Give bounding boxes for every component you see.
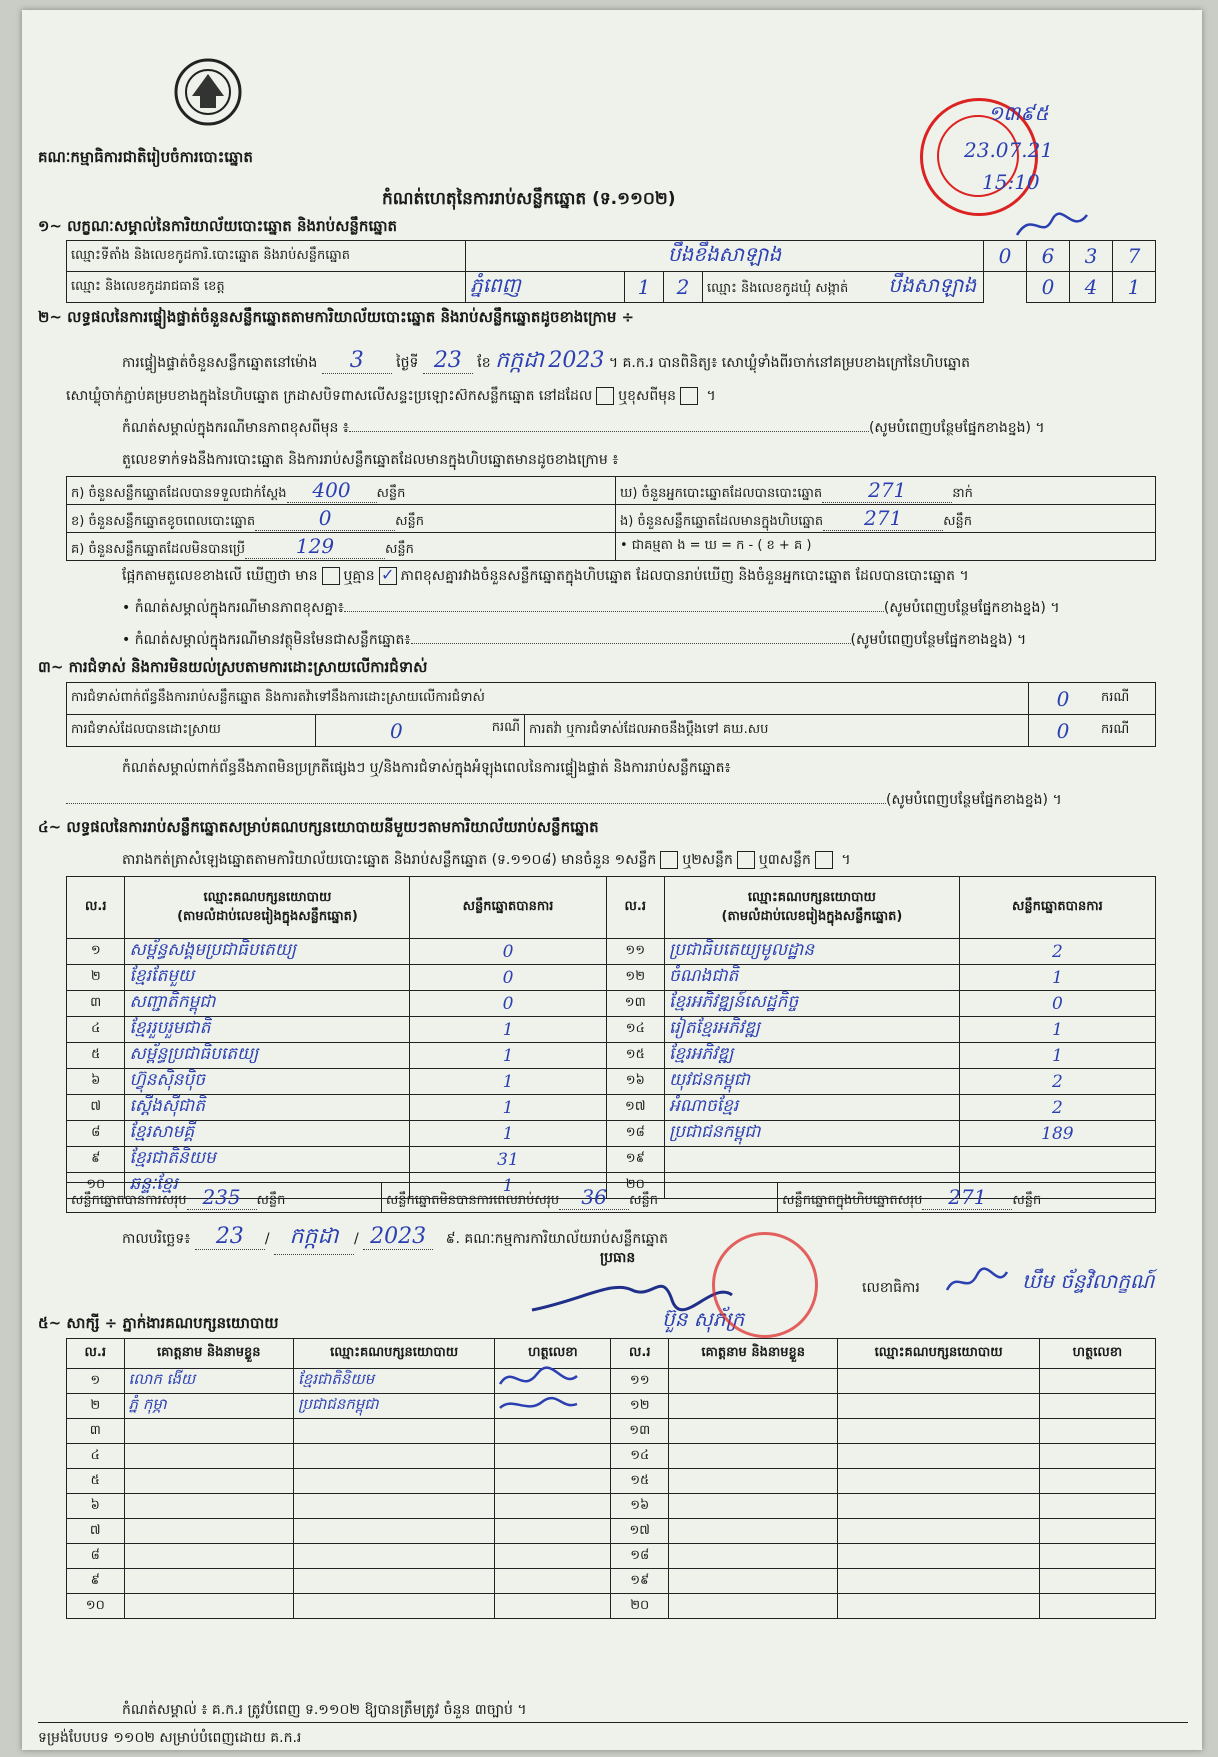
unit: សន្លឹក [943, 513, 973, 529]
witness-no: ១៩ [611, 1569, 669, 1594]
unit: ករណី [1097, 683, 1156, 715]
witness-no: ១៥ [611, 1469, 669, 1494]
results-table [66, 876, 1156, 1199]
witness-signature [495, 1444, 611, 1469]
witness-signature [495, 1594, 611, 1619]
party-name: សម្ព័ន្ធប្រជាធិបតេយ្យ [125, 1043, 410, 1069]
witness-party [838, 1544, 1039, 1569]
objection-value: 0 [1029, 683, 1098, 715]
location-label: ឈ្មោះទីតាំង និងលេខកូដការិ.បោះឆ្នោត និងរាប់សន្លឹកឆ្នោត [67, 241, 466, 272]
objection-label: ការជំទាស់ពាក់ព័ន្ធនឹងការរាប់សន្លឹកឆ្នោត និងការតវ៉ាទៅនឹងការដោះស្រាយលើការជំទាស់ [67, 683, 1029, 715]
irregularity-note: កំណត់សម្គាល់ពាក់ព័ន្ធនឹងភាពមិនប្រក្រតីផ្សេងៗ ឬ/និងការជំទាស់ក្នុងអំឡុងពេលនៃការផ្ទៀងផ្ទាត់ និងការរាប់សន្លឹកឆ្នោត៖ [122, 760, 731, 776]
result-row [67, 1147, 1156, 1173]
province-value: ភ្នំពេញ [466, 272, 625, 303]
witness-name: លោក ងើយ [124, 1369, 293, 1394]
section2-heading: ២~ លទ្ធផលនៃការផ្ទៀងផ្ទាត់ចំនួនសន្លឹកឆ្នោតតាមការិយាល័យបោះឆ្នោត និងរាប់សន្លឹកឆ្នោតដូចខាងក្រោម ÷ [38, 308, 635, 326]
party-votes: 1 [410, 1069, 606, 1095]
resolved-label: ការជំទាស់ដែលបានដោះស្រាយ [67, 715, 316, 747]
total-box-value: 271 [948, 1184, 987, 1209]
tally-sheets-text: ឬ៣សន្លឹក [758, 852, 811, 868]
witness-signature [1039, 1569, 1155, 1594]
figure-label: ឃ) ចំនួនអ្នកបោះឆ្នោតដែលបានបោះឆ្នោត [620, 485, 823, 501]
tally-sheets-text: តារាងកត់ត្រាសំឡេងឆ្នោតតាមការិយាល័យបោះឆ្នោត និងរាប់សន្លឹកឆ្នោត (ទ.១១០៨) មានចំនួន ១សន្លឹក [122, 852, 657, 868]
objection-table [66, 682, 1156, 747]
date-label: កាលបរិច្ឆេទ៖ [122, 1231, 191, 1247]
received-value: 400 [312, 477, 351, 502]
witness-no: ១ [67, 1369, 125, 1394]
note-fill: (សូមបំពេញបន្ថែមផ្នែកខាងខ្នង) ។ [883, 600, 1060, 616]
col-name: គោត្តនាម និងនាមខ្លួន [669, 1339, 838, 1369]
same-checkbox[interactable] [596, 387, 614, 405]
witness-party [293, 1444, 494, 1469]
witness-signature [495, 1469, 611, 1494]
verify-hour: 3 [349, 348, 364, 373]
witness-no: ៦ [67, 1494, 125, 1519]
witness-name [124, 1544, 293, 1569]
witness-signature [1039, 1594, 1155, 1619]
unit: សន្លឹក [376, 485, 406, 501]
party-name: ចំណងជាតិ [665, 965, 960, 991]
stamp-signature [1012, 205, 1092, 245]
col-no: ល.រ [611, 1339, 669, 1369]
col-party: ឈ្មោះគណបក្សនយោបាយ [293, 1339, 494, 1369]
party-votes: 0 [959, 991, 1155, 1017]
chair-name: ប៊ួន សុភ័ក្រ [662, 1307, 745, 1331]
note-fill: (សូមបំពេញបន្ថែមផ្នែកខាងខ្នង) ។ [850, 632, 1027, 648]
witness-row [67, 1594, 1156, 1619]
secretary-name: ឃឹម ច័ន្ទវិលាក្ខណ៍ [1022, 1269, 1155, 1293]
party-name: ខ្មែរអភិវឌ្ឍ [665, 1043, 960, 1069]
party-votes: 0 [410, 939, 606, 965]
witness-no: ១៣ [611, 1419, 669, 1444]
code-digit: 1 [1113, 272, 1156, 303]
resolved-value: 0 [390, 718, 403, 743]
location-value: បឹងខឹងសាឡាង [466, 241, 984, 272]
party-name: សញ្ជាតិកម្ពុជា [125, 991, 410, 1017]
witness-signature [1039, 1469, 1155, 1494]
witness-name [669, 1594, 838, 1619]
witness-signature [495, 1494, 611, 1519]
witness-party [293, 1419, 494, 1444]
witness-name [124, 1569, 293, 1594]
witness-signature [495, 1419, 611, 1444]
party-votes: 2 [959, 939, 1155, 965]
nec-logo [172, 56, 244, 128]
result-row [67, 1095, 1156, 1121]
party-no: ១៥ [606, 1043, 664, 1069]
witness-no: ១៨ [611, 1544, 669, 1569]
witness-name [669, 1419, 838, 1444]
party-no: ១២ [606, 965, 664, 991]
code-digit: 4 [1070, 272, 1113, 303]
party-no: ៥ [67, 1043, 125, 1069]
date-year: 2023 [370, 1224, 427, 1249]
col-party: ឈ្មោះគណបក្សនយោបាយ [747, 889, 876, 905]
witness-party [838, 1394, 1039, 1419]
code-digit: 7 [1113, 241, 1156, 272]
province-label: ឈ្មោះ និងលេខកូដរាជធានី ខេត្ត [67, 272, 466, 303]
party-no: ១៦ [606, 1069, 664, 1095]
total-valid-value: 235 [202, 1184, 241, 1209]
result-row [67, 1043, 1156, 1069]
commune-label: ឈ្មោះ និងលេខកូដឃុំ សង្កាត់ [707, 281, 849, 296]
secretary-label: លេខាធិការ [862, 1280, 920, 1296]
different-checkbox[interactable] [680, 387, 698, 405]
witness-name [669, 1544, 838, 1569]
witness-row [67, 1494, 1156, 1519]
witness-no: ៩ [67, 1569, 125, 1594]
party-no: ៧ [67, 1095, 125, 1121]
party-name: ឆន្ទៈខ្មែរ [125, 1173, 410, 1199]
witness-name [669, 1444, 838, 1469]
figure-label: ខ) ចំនួនសន្លឹកឆ្នោតខូចពេលបោះឆ្នោត [71, 513, 256, 529]
verify-month: កក្កដា [495, 348, 544, 373]
party-name: ខ្មែរសាមគ្គី [125, 1121, 410, 1147]
note-fill: (សូមបំពេញបន្ថែមផ្នែកខាងខ្នង) ។ [886, 792, 1062, 808]
result-row [67, 939, 1156, 965]
figures-intro: តួលេខទាក់ទងនឹងការបោះឆ្នោត និងការរាប់សន្លឹកឆ្នោតដែលមានក្នុងហិបឆ្នោតមានដូចខាងក្រោម ៖ [122, 452, 619, 468]
ballots-in-box-value: 271 [864, 505, 903, 530]
witness-party [838, 1569, 1039, 1594]
party-name: ខ្មែរអភិវឌ្ឍន៍សេដ្ឋកិច្ច [665, 991, 960, 1017]
witness-name [669, 1469, 838, 1494]
party-votes: 189 [959, 1121, 1155, 1147]
party-no: ៦ [67, 1069, 125, 1095]
unit: ករណី [491, 719, 520, 735]
party-no: ១៩ [606, 1147, 664, 1173]
witness-no: ៤ [67, 1444, 125, 1469]
compare-text: ឬគ្មាន [343, 568, 375, 584]
section5-heading: ៥~ សាក្សី ÷ ភ្នាក់ងារគណបក្សនយោបាយ [38, 1314, 279, 1332]
witness-party [838, 1444, 1039, 1469]
witness-name [124, 1494, 293, 1519]
witness-row [67, 1569, 1156, 1594]
witness-signature [1039, 1419, 1155, 1444]
witness-name [669, 1369, 838, 1394]
witness-signature [1039, 1494, 1155, 1519]
witness-no: ៥ [67, 1469, 125, 1494]
witness-no: ៨ [67, 1544, 125, 1569]
witness-row [67, 1419, 1156, 1444]
witness-row [67, 1469, 1156, 1494]
verify-text: ការផ្ទៀងផ្ទាត់ចំនួនសន្លឹកឆ្នោតនៅម៉ោង [122, 355, 318, 371]
unit: ករណី [1097, 715, 1156, 747]
three-sheet-checkbox[interactable] [815, 851, 833, 869]
party-no: ១៧ [606, 1095, 664, 1121]
emblem-icon [172, 56, 244, 128]
witness-name: ភ្នំ កុម្ភា [124, 1394, 293, 1419]
witness-party [838, 1519, 1039, 1544]
party-name: សម្ព័ន្ធសង្គមប្រជាធិបតេយ្យ [125, 939, 410, 965]
col-signature: ហត្ថលេខា [495, 1339, 611, 1369]
party-name: ស្តើងស៊ីជាតិ [125, 1095, 410, 1121]
verify-line2b: ឬខុសពីមុន [618, 388, 677, 404]
party-no: ៩ [67, 1147, 125, 1173]
witness-table [66, 1338, 1156, 1619]
party-no: ១១ [606, 939, 664, 965]
verify-line [122, 346, 970, 378]
witness-name [669, 1519, 838, 1544]
compare-text: ផ្អែកតាមតួលេខខាងលើ ឃើញថា មាន [122, 568, 318, 584]
verify-year: 2023 [548, 348, 605, 373]
tally-sheets-text: ឬ២សន្លឹក [682, 852, 733, 868]
voters-value: 271 [868, 477, 907, 502]
one-sheet-checkbox[interactable] [660, 851, 678, 869]
witness-signatures [492, 1364, 582, 1416]
witness-no: ១១ [611, 1369, 669, 1394]
formula: • ជាគម្មតា ង = ឃ = ក - ( ខ + គ ) [616, 533, 1156, 561]
witness-name [124, 1444, 293, 1469]
note-label: កំណត់សម្គាល់ក្នុងករណីមានភាពខុសពីមុន ៖ [122, 420, 349, 436]
unit: សន្លឹក [385, 541, 414, 557]
col-no: ល.រ [67, 877, 125, 939]
party-no: ៤ [67, 1017, 125, 1043]
witness-no: ២០ [611, 1594, 669, 1619]
witness-name [124, 1469, 293, 1494]
party-votes: 1 [410, 1095, 606, 1121]
witness-row [67, 1369, 1156, 1394]
witness-signature [495, 1569, 611, 1594]
witness-name [124, 1594, 293, 1619]
witness-name [124, 1419, 293, 1444]
has-diff-checkbox[interactable] [322, 567, 340, 585]
witness-row [67, 1544, 1156, 1569]
witness-no: ១៦ [611, 1494, 669, 1519]
party-votes: 1 [410, 1121, 606, 1147]
witness-name [124, 1519, 293, 1544]
unit: សន្លឹក [629, 1192, 659, 1208]
party-name: ខ្មែរតែមួយ [125, 965, 410, 991]
total-invalid-value: 36 [581, 1184, 607, 1209]
unit: សន្លឹក [256, 1192, 286, 1208]
party-name: ប្រជាធិបតេយ្យមូលដ្ឋាន [665, 939, 960, 965]
col-no: ល.រ [606, 877, 664, 939]
party-no: ១៨ [606, 1121, 664, 1147]
party-votes: 1 [410, 1173, 606, 1199]
col-party-sub: (តាមលំដាប់លេខរៀងក្នុងសន្លឹកឆ្នោត) [721, 908, 903, 924]
party-no: ៨ [67, 1121, 125, 1147]
code-digit: 3 [1070, 241, 1113, 272]
location-table [66, 240, 1156, 303]
witness-party [293, 1569, 494, 1594]
form-id: ទម្រង់បែបបទ ១១០២ សម្រាប់បំពេញដោយ គ.ក.រ [38, 1730, 302, 1746]
witness-no: ១៧ [611, 1519, 669, 1544]
witness-signature [1039, 1369, 1155, 1394]
page-title: កំណត់ហេតុនៃការរាប់សន្លឹកឆ្នោត (ទ.១១០២) [382, 189, 676, 209]
party-votes: 0 [410, 965, 606, 991]
party-name [665, 1147, 960, 1173]
party-votes: 1 [959, 1043, 1155, 1069]
col-name: គោត្តនាម និងនាមខ្លួន [124, 1339, 293, 1369]
party-no: ១៤ [606, 1017, 664, 1043]
party-votes: 0 [410, 991, 606, 1017]
party-votes: 31 [410, 1147, 606, 1173]
two-sheet-checkbox[interactable] [737, 851, 755, 869]
verify-line2: សោឃ្លុំចាក់ភ្ជាប់គម្របខាងក្នុងនៃហិបឆ្នោត ក្រដាសបិទពាសលើសន្ទះប្រឡោះស៊កសន្លឹកឆ្នោត នៅដដែល [66, 388, 593, 404]
party-no: ១០ [67, 1173, 125, 1199]
witness-row [67, 1444, 1156, 1469]
witness-no: ១២ [611, 1394, 669, 1419]
commune-value: បឹងសាឡាង [888, 273, 977, 297]
witness-no: ៧ [67, 1519, 125, 1544]
result-row [67, 1121, 1156, 1147]
object-note-label: • កំណត់សម្គាល់ក្នុងករណីមានវត្ថុមិនមែនជាសន្លឹកឆ្នោត៖ [122, 632, 411, 648]
col-votes: សន្លឹកឆ្នោតបានការ [959, 877, 1155, 939]
party-no: ១ [67, 939, 125, 965]
code-digit: 0 [984, 241, 1027, 272]
witness-no: ១៤ [611, 1444, 669, 1469]
party-votes: 2 [959, 1069, 1155, 1095]
code-digit: 0 [1027, 272, 1070, 303]
party-name: ខ្មែររួបរួមជាតិ [125, 1017, 410, 1043]
party-no: ៣ [67, 991, 125, 1017]
result-row [67, 1069, 1156, 1095]
witness-party [293, 1494, 494, 1519]
compare-text: ភាពខុសគ្នារវាងចំនួនសន្លឹកឆ្នោតក្នុងហិបឆ្នោត ដែលបានរាប់ឃើញ និងចំនួនអ្នកបោះឆ្នោត ដែលបានបោះឆ្នោត ។ [400, 568, 969, 584]
committee-label: ៩. គណៈកម្មការការិយាល័យរាប់សន្លឹកឆ្នោត [445, 1231, 668, 1247]
date-month: កក្កដា [289, 1224, 339, 1249]
party-votes: 1 [410, 1017, 606, 1043]
no-diff-checkbox[interactable]: ✓ [379, 567, 397, 585]
witness-row [67, 1519, 1156, 1544]
diff-note-label: • កំណត់សម្គាល់ក្នុងករណីមានភាពខុសគ្នា៖ [122, 600, 344, 616]
figures-table [66, 476, 1156, 561]
col-votes: សន្លឹកឆ្នោតបានការ [410, 877, 606, 939]
party-no: ២០ [606, 1173, 664, 1199]
witness-party [838, 1494, 1039, 1519]
totals-table [66, 1182, 1156, 1213]
stamp-time: 15:10 [982, 170, 1040, 194]
section4-heading: ៤~ លទ្ធផលនៃការរាប់សន្លឹកឆ្នោតសម្រាប់គណបក្សនយោបាយនីមួយៗតាមការិយាល័យរាប់សន្លឹកឆ្នោត [38, 818, 599, 836]
result-row [67, 991, 1156, 1017]
party-votes [959, 1147, 1155, 1173]
col-no: ល.រ [67, 1339, 125, 1369]
witness-party [293, 1544, 494, 1569]
witness-name [669, 1569, 838, 1594]
code-digit: 2 [664, 272, 703, 303]
party-name: យុវជនកម្ពុជា [665, 1069, 960, 1095]
party-name: ហ៊្វុនស៊ិនប៉ិច [125, 1069, 410, 1095]
col-party-sub: (តាមលំដាប់លេខរៀងក្នុងសន្លឹកឆ្នោត) [177, 908, 358, 924]
party-name: ប្រជាជនកម្ពុជា [665, 1121, 960, 1147]
party-votes: 1 [959, 965, 1155, 991]
unit: សន្លឹក [1012, 1192, 1042, 1208]
col-signature: ហត្ថលេខា [1039, 1339, 1155, 1369]
witness-row [67, 1394, 1156, 1419]
party-name: ខ្មែរជាតិនិយម [125, 1147, 410, 1173]
unit: នាក់ [952, 485, 973, 501]
party-votes: 2 [959, 1095, 1155, 1121]
witness-signature [1039, 1519, 1155, 1544]
verify-day: 23 [433, 348, 462, 373]
witness-name [669, 1394, 838, 1419]
secretary-signature [942, 1260, 1012, 1300]
witness-party: ប្រជាជនកម្ពុជា [293, 1394, 494, 1419]
footer-note: កំណត់សម្គាល់ ៖ គ.ក.រ ត្រូវបំពេញ ទ.១១០២ ឱ្យបានត្រឹមត្រូវ ចំនួន ៣ច្បាប់ ។ [122, 1702, 527, 1718]
col-party: ឈ្មោះគណបក្សនយោបាយ [203, 889, 332, 905]
appeal-value: 0 [1029, 715, 1098, 747]
witness-signature [495, 1519, 611, 1544]
party-votes: 1 [410, 1043, 606, 1069]
witness-party [293, 1469, 494, 1494]
witness-no: ៣ [67, 1419, 125, 1444]
figure-label: ក) ចំនួនសន្លឹកឆ្នោតដែលបានទទួលជាក់ស្តែង [71, 485, 287, 501]
unit: សន្លឹក [395, 513, 424, 529]
witness-name [669, 1494, 838, 1519]
section3-heading: ៣~ ការជំទាស់ និងការមិនយល់ស្របតាមការដោះស្រាយលើការជំទាស់ [38, 658, 428, 676]
spoiled-value: 0 [318, 505, 332, 530]
code-digit: 1 [625, 272, 664, 303]
org-name: គណៈកម្មាធិការជាតិរៀបចំការបោះឆ្នោត [38, 148, 253, 166]
section1-heading: ១~ លក្ខណៈសម្គាល់នៃការិយាល័យបោះឆ្នោត និងរាប់សន្លឹកឆ្នោត [38, 217, 398, 235]
party-no: ២ [67, 965, 125, 991]
total-invalid-label: សន្លឹកឆ្នោតមិនបានការពេលរាប់សរុប [385, 1192, 560, 1208]
verify-text: ថ្ងៃទី [396, 355, 419, 371]
verify-text: ។ គ.ក.រ បានពិនិត្យ៖ សោឃ្លុំទាំងពីរចាក់នៅគម្របខាងក្រៅនៃហិបឆ្នោត [608, 355, 971, 371]
total-box-label: សន្លឹកឆ្នោតក្នុងហិបឆ្នោតសរុប [782, 1192, 923, 1208]
note-fill: (សូមបំពេញបន្ថែមផ្នែកខាងខ្នង) ។ [868, 420, 1045, 436]
witness-party [838, 1369, 1039, 1394]
total-valid-label: សន្លឹកឆ្នោតបានការសរុប [71, 1192, 187, 1208]
witness-signature [1039, 1394, 1155, 1419]
result-row [67, 1017, 1156, 1043]
chair-stamp [712, 1232, 818, 1338]
appeal-label: ការតវ៉ា ឬការជំទាស់ដែលអាចនឹងប្តឹងទៅ គឃ.សប [525, 715, 1029, 747]
col-party: ឈ្មោះគណបក្សនយោបាយ [838, 1339, 1039, 1369]
party-no: ១៣ [606, 991, 664, 1017]
date-day: 23 [215, 1224, 244, 1249]
unused-value: 129 [295, 533, 335, 558]
verify-text: ខែ [477, 355, 491, 371]
witness-no: ២ [67, 1394, 125, 1419]
witness-party [838, 1469, 1039, 1494]
witness-signature [495, 1544, 611, 1569]
witness-signature [1039, 1444, 1155, 1469]
figure-label: គ) ចំនួនសន្លឹកឆ្នោតដែលមិនបានប្រើ [71, 541, 245, 557]
form-sheet: គណៈកម្មាធិការជាតិរៀបចំការបោះឆ្នោត កំណត់ហេតុនៃការរាប់សន្លឹកឆ្នោត (ទ.១១០២) ១៣៩៥ 23.07.21 15:10 ១~ លក្ខណៈសម្គាល់នៃការិយាល័យបោះឆ្នោត និងរាប់សន្លឹកឆ្នោត ឈ្មោះទីតាំង និងលេខកូដការិ.បោះឆ្នោត និងរាប់សន្លឹកឆ្នោត បឹងខឹងសាឡាង 0 6 3 7 ឈ្មោះ និងលេខកូដរាជធានី ខេត្ត ភ្នំពេញ 1 2 ឈ្មោះ និងលេខកូដឃុំ សង្កាត់ បឹងសាឡាង 0 4 1 ២~ លទ្ធផលនៃការផ្ទៀងផ្ទាត់ចំនួនសន្លឹកឆ្នោតតាមការិយាល័យបោះឆ្នោត និងរាប់សន្លឹកឆ្នោតដូចខាងក្រោម ÷ ការផ្ទៀងផ្ទាត់ចំនួនសន្លឹកឆ្នោតនៅម៉ោង 3 ថ្ងៃទី 23 ខែ កក្កដា 2023 ។ គ.ក.រ បានពិនិត្យ៖ សោឃ្លុំទាំងពីរចាក់នៅគម្របខាងក្រៅនៃហិបឆ្នោត សោឃ្លុំចាក់ភ្ជាប់គម្របខាងក្នុងនៃហិបឆ្នោត ក្រដាសបិទពាសលើសន្ទះប្រឡោះស៊កសន្លឹកឆ្នោត នៅដដែល ឬខុសពីមុន ។ កំណត់សម្គាល់ក្នុងករណីមានភាពខុសពីមុន ៖ (សូមបំពេញបន្ថែមផ្នែកខាងខ្នង) ។ តួលេខទាក់ទងនឹងការបោះឆ្នោត និងការរាប់សន្លឹកឆ្នោតដែលមានក្នុងហិបឆ្នោតមានដូចខាងក្រោម ៖ ក) ចំនួនសន្លឹកឆ្នោតដែលបានទទួលជាក់ស្តែង 400 សន្លឹក ឃ) ចំនួនអ្នកបោះឆ្នោតដែលបានបោះឆ្នោត 271 នាក់ ខ) ចំនួនសន្លឹកឆ្នោតខូចពេលបោះឆ្នោត 0 សន្លឹក ង) ចំនួនសន្លឹកឆ្នោតដែលមានក្នុងហិបឆ្នោត 271 សន្លឹក គ) ចំនួនសន្លឹកឆ្នោតដែលមិនបានប្រើ 129 សន្លឹក • ជាគម្មតា ង = ឃ = ក - ( ខ + គ ) ផ្អែកតាមតួលេខខាងលើ ឃើញថា មាន ឬគ្មាន ✓ ភាពខុសគ្នារវាងចំនួនសន្លឹកឆ្នោតក្នុងហិបឆ្នោត ដែលបានរាប់ឃើញ និងចំនួនអ្នកបោះឆ្នោត ដែលបានបោះឆ្នោត ។ • កំណត់សម្គាល់ក្នុងករណីមានភាពខុសគ្នា៖ (សូមបំពេញបន្ថែមផ្នែកខាងខ្នង) ។ • កំណត់សម្គាល់ក្នុងករណីមានវត្ថុមិនមែនជាសន្លឹកឆ្នោត៖ (សូមបំពេញបន្ថែមផ្នែកខាងខ្នង) ។ ៣~ ការជំទាស់ និងការមិនយល់ស្របតាមការដោះស្រាយលើការជំទាស់ ការជំទាស់ពាក់ព័ន្ធនឹងការរាប់សន្លឹកឆ្នោត និងការតវ៉ាទៅនឹងការដោះស្រាយលើការជំទាស់ 0 ករណី ការជំទាស់ដែលបានដោះស្រាយ 0 ករណី ការតវ៉ា ឬការជំទាស់ដែលអាចនឹងប្តឹងទៅ គឃ.សប 0 ករណី កំណត់សម្គាល់ពាក់ព័ន្ធនឹងភាពមិនប្រក្រតីផ្សេងៗ ឬ/និងការជំទាស់ក្នុងអំឡុងពេលនៃការផ្ទៀងផ្ទាត់ និងការរាប់សន្លឹកឆ្នោត៖ (សូមបំពេញបន្ថែមផ្នែកខាងខ្នង) ។ ៤~ លទ្ធផលនៃការរាប់សន្លឹកឆ្នោតសម្រាប់គណបក្សនយោបាយនីមួយៗតាមការិយាល័យរាប់សន្លឹកឆ្នោត តារាងកត់ត្រាសំឡេងឆ្នោតតាមការិយាល័យបោះឆ្នោត និងរាប់សន្លឹកឆ្នោត (ទ.១១០៨) មានចំនួន ១សន្លឹក ឬ២សន្លឹក ឬ៣សន្លឹក ។ ល.រ ឈ្មោះគណបក្សនយោបាយ (តាមលំដាប់លេខរៀងក្នុងសន្លឹកឆ្នោត) សន្លឹកឆ្នោតបានការ ល.រ ឈ្មោះគណបក្សនយោបាយ (តាមលំដាប់លេខរៀងក្នុងសន្លឹកឆ្នោត) សន្លឹកឆ្នោតបានការ ១ សម្ព័ន្ធសង្គមប្រជាធិបតេយ្យ 0 ១១ ប្រជាធិបតេយ្យមូលដ្ឋាន 2 ២ ខ្មែរតែមួយ 0 ១២ ចំណងជាតិ 1 ៣ សញ្ជាតិកម្ពុជា 0 ១៣ ខ្មែរអភិវឌ្ឍន៍សេដ្ឋកិច្ច 0 ៤ ខ្មែររួបរួមជាតិ 1 ១៤ រៀតខ្មែរអភិវឌ្ឍ 1 ៥ សម្ព័ន្ធប្រជាធិបតេយ្យ 1 ១៥ ខ្មែរអភិវឌ្ឍ 1 ៦ ហ៊្វុនស៊ិនប៉ិច 1 ១៦ យុវជនកម្ពុជា 2 ៧ ស្តើងស៊ីជាតិ 1 ១៧ អំណាចខ្មែរ 2 ៨ ខ្មែរសាមគ្គី 1 ១៨ ប្រជាជនកម្ពុជា 189 ៩ ខ្មែរជាតិនិយម 31 ១៩ ១០ ឆន្ទៈខ្មែរ 1 ២០ សន្លឹកឆ្នោតបានការសរុប 235 សន្លឹក សន្លឹកឆ្នោតមិនបានការពេលរាប់សរុប 36 សន្លឹក សន្លឹកឆ្នោតក្នុងហិបឆ្នោតសរុប 271 សន្លឹក កាលបរិច្ឆេទ៖ 23 / កក្កដា / 2023 ៩. គណៈកម្មការការិយាល័យរាប់សន្លឹកឆ្នោត ប្រធាន ប៊ួន សុភ័ក្រ លេខាធិការ ឃឹម ច័ន្ទវិលាក្ខណ៍ ៥~ សាក្សី ÷ ភ្នាក់ងារគណបក្សនយោបាយ ល.រ គោត្តនាម និងនាមខ្លួន ឈ្មោះគណបក្សនយោបាយ ហត្ថលេខា ល.រ គោត្តនាម និងនាមខ្លួន ឈ្មោះគណបក្សនយោបាយ ហត្ថលេខា ១ លោក ងើយ ខ្មែរជាតិនិយម ១១ ២ ភ្នំ កុម្ភា ប្រជាជនកម្ពុជា ១២ ៣ ១៣ ៤ ១៤ ៥ ១៥ ៦ ១៦ ៧ ១៧ ៨ ១៨ ៩ ១៩ ១០ ២០ កំណត់សម្គាល់ ៖ គ.ក.រ ត្រូវបំពេញ ទ.១១០២ ឱ្យបានត្រឹមត្រូវ ចំនួន ៣ច្បាប់ ។ ទម្រង់បែបបទ ១១០២ សម្រាប់បំពេញដោយ គ.ក.រ [22, 10, 1202, 1750]
party-name: អំណាចខ្មែរ [665, 1095, 960, 1121]
figure-label: ង) ចំនួនសន្លឹកឆ្នោតដែលមានក្នុងហិបឆ្នោត [620, 513, 824, 529]
stamp-date: 23.07.21 [964, 138, 1054, 162]
witness-party [838, 1419, 1039, 1444]
witness-party [838, 1594, 1039, 1619]
result-row [67, 965, 1156, 991]
stamp-number: ១៣៩៥ [988, 101, 1049, 125]
witness-party [293, 1594, 494, 1619]
party-votes: 1 [959, 1017, 1155, 1043]
party-name: រៀតខ្មែរអភិវឌ្ឍ [665, 1017, 960, 1043]
witness-party [293, 1519, 494, 1544]
chair-label: ប្រធាន [600, 1250, 636, 1266]
witness-party: ខ្មែរជាតិនិយម [293, 1369, 494, 1394]
code-digit: 6 [1027, 241, 1070, 272]
witness-no: ១០ [67, 1594, 125, 1619]
witness-signature [1039, 1544, 1155, 1569]
